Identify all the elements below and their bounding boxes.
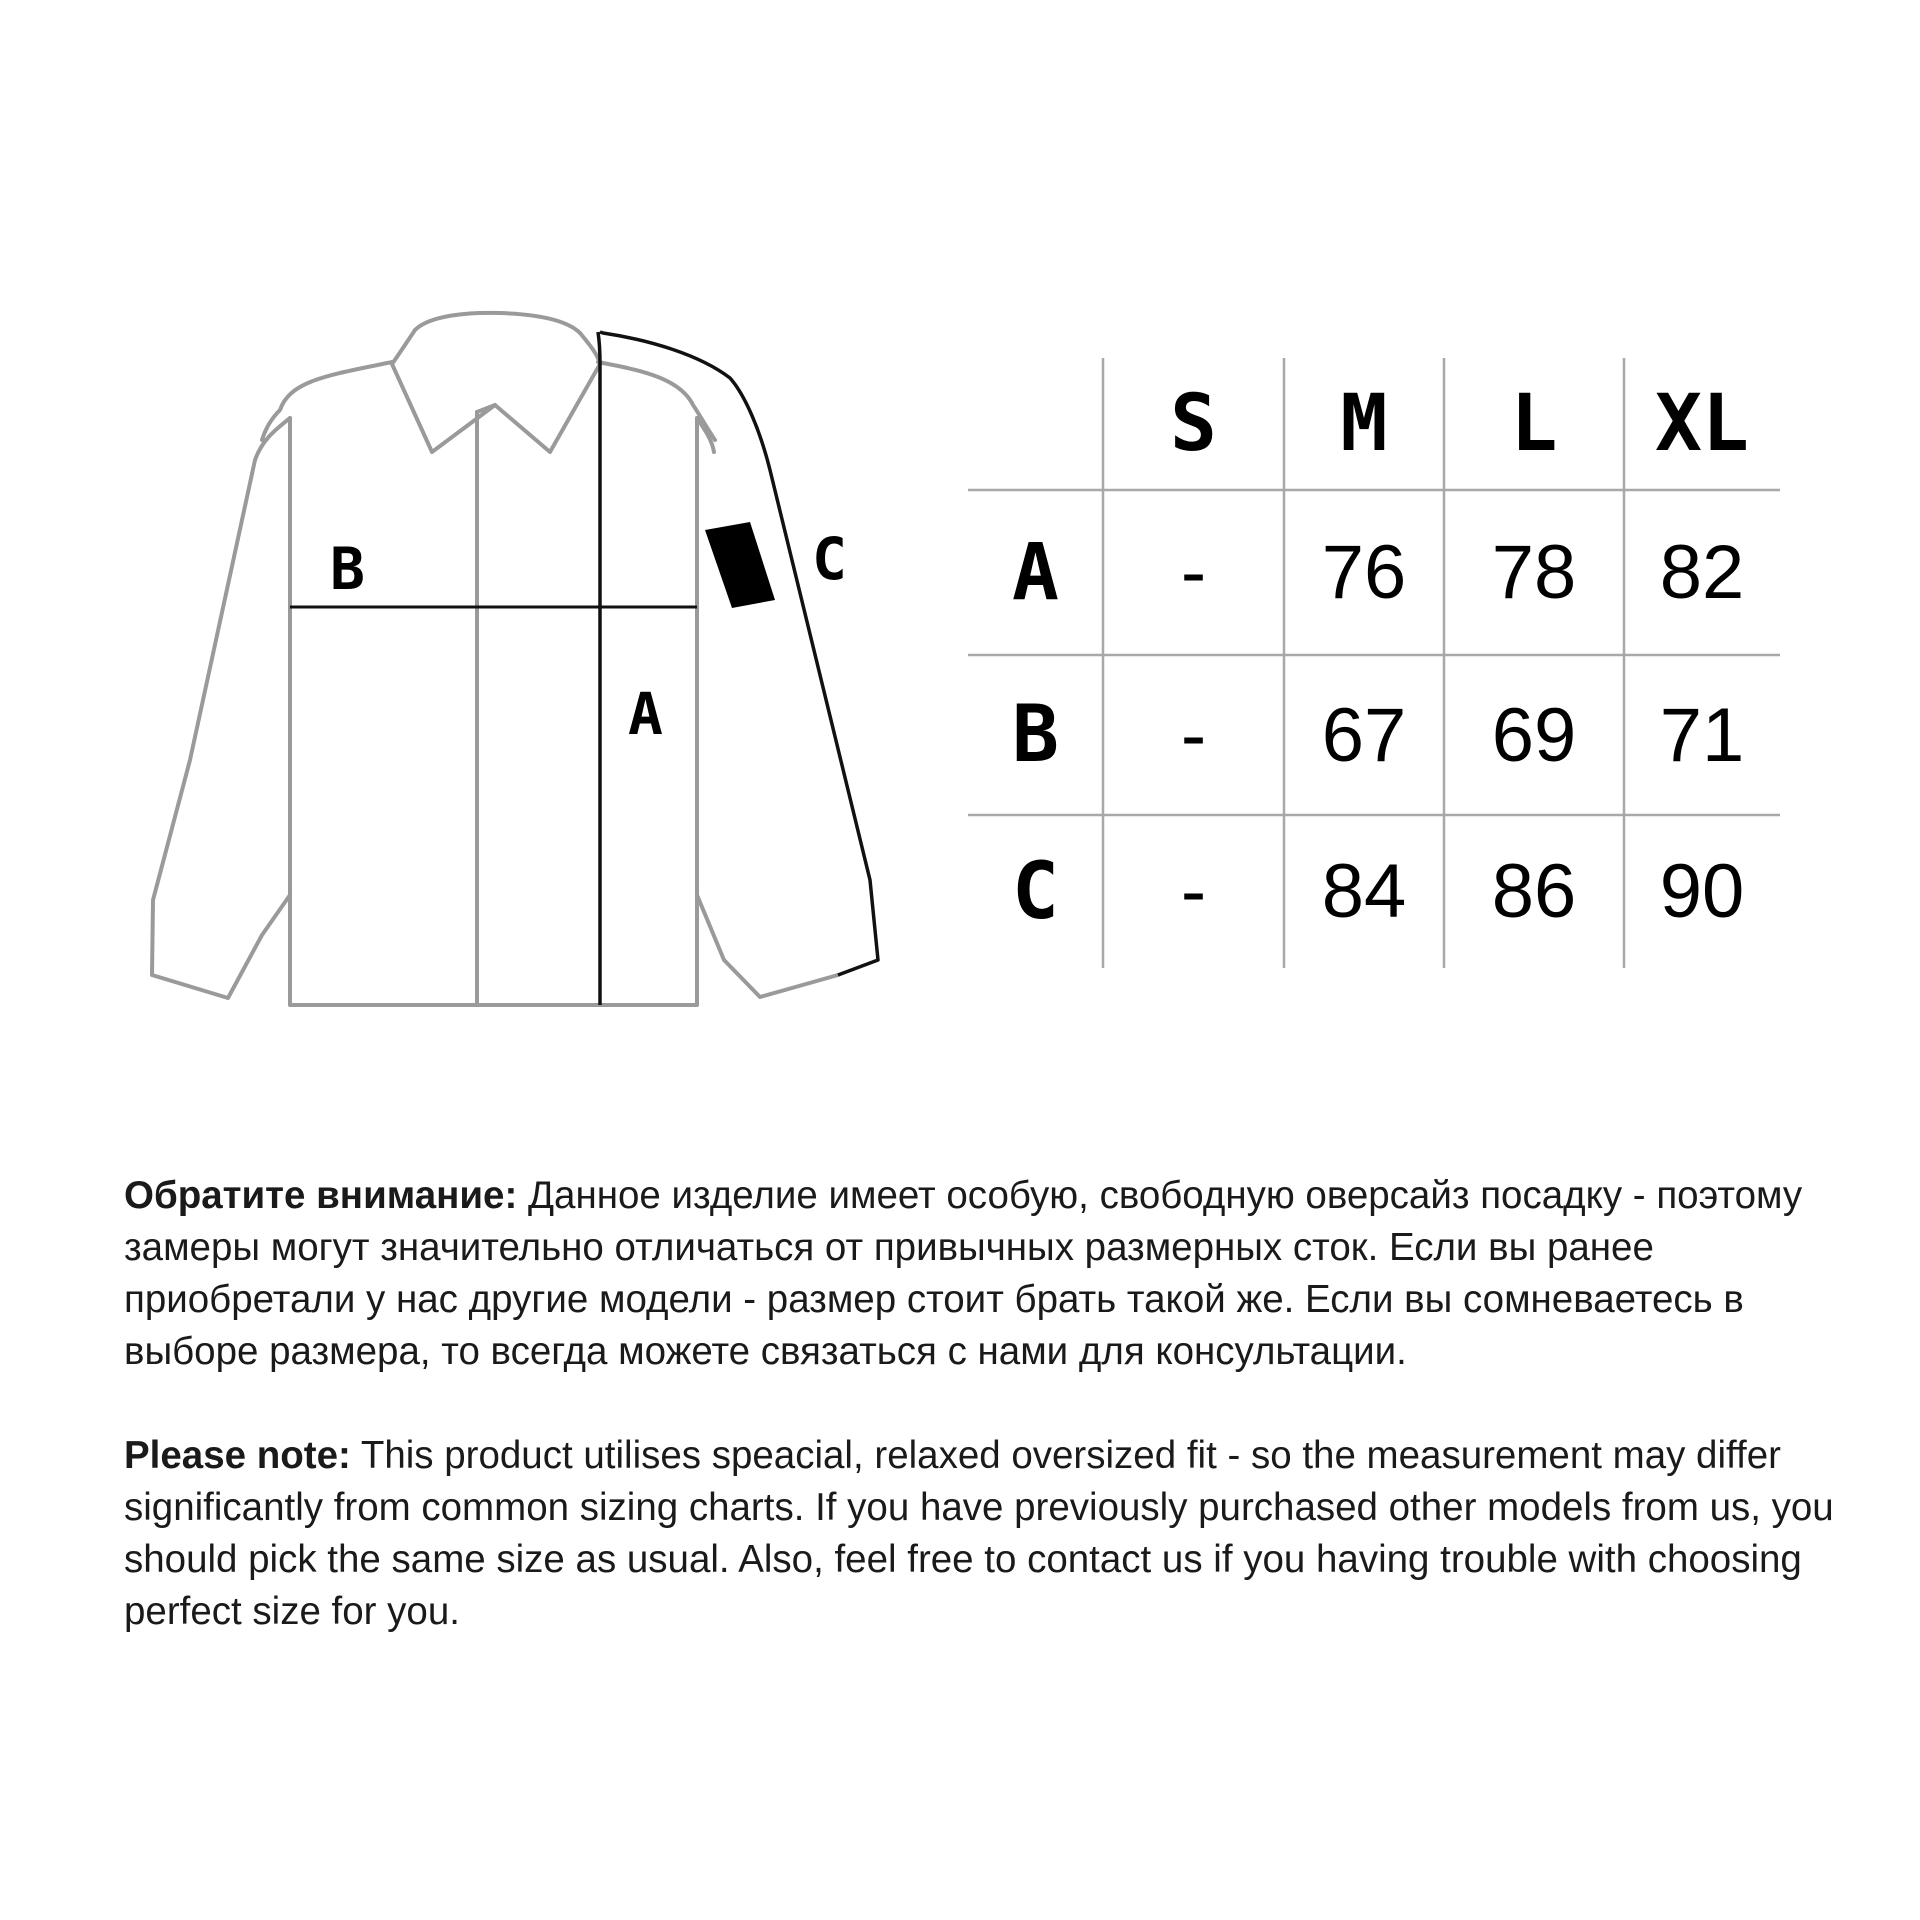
note-russian bbox=[124, 1170, 1864, 1378]
note-english-text: This product utilises speacial, relaxed oversized fit - so the measurement may differ significantly from common sizing charts. If you have previously purchased other models from us, you should pick the same size as usual. Also, feel free to contact us if you having trouble with choosing perfect size for you. bbox=[124, 1434, 1834, 1633]
table-cell: 67 bbox=[1321, 692, 1407, 778]
col-header-s: S bbox=[1170, 379, 1217, 469]
size-table bbox=[968, 358, 1780, 968]
row-label-c: C bbox=[1012, 846, 1059, 937]
size-notes bbox=[124, 1170, 1864, 1690]
table-cell: 76 bbox=[1321, 530, 1407, 615]
table-cell: 69 bbox=[1491, 692, 1577, 778]
col-header-xl: XL bbox=[1655, 379, 1749, 469]
table-cell: 78 bbox=[1491, 530, 1577, 615]
note-english bbox=[124, 1430, 1864, 1638]
row-label-a: A bbox=[1012, 527, 1059, 618]
table-cell: 86 bbox=[1491, 849, 1577, 934]
note-english-heading: Please note: bbox=[124, 1434, 351, 1477]
col-header-l: L bbox=[1510, 379, 1558, 469]
table-cell: - bbox=[1180, 849, 1207, 934]
note-russian-heading: Обратите внимание: bbox=[124, 1174, 518, 1217]
table-cell: 82 bbox=[1659, 530, 1745, 615]
table-cell: 90 bbox=[1659, 849, 1745, 934]
table-cell: 84 bbox=[1321, 849, 1407, 934]
label-b: B bbox=[330, 535, 365, 603]
table-cell: 71 bbox=[1659, 692, 1745, 778]
table-cell: - bbox=[1180, 692, 1207, 778]
label-c: C bbox=[812, 525, 847, 593]
table-cell: - bbox=[1180, 530, 1207, 615]
row-label-b: B bbox=[1012, 690, 1059, 780]
col-header-m: M bbox=[1340, 379, 1388, 469]
label-a: A bbox=[628, 680, 663, 748]
note-russian-text: Данное изделие имеет особую, свободную оверсайз посадку - поэтому замеры могут значительно отличаться от привычных размерных сток. Если вы ранее приобретали у нас другие модели - размер стоит брать такой же. Если вы сомневаетесь в выборе размера, то всегда можете связаться с нами для консультации. bbox=[124, 1174, 1803, 1373]
